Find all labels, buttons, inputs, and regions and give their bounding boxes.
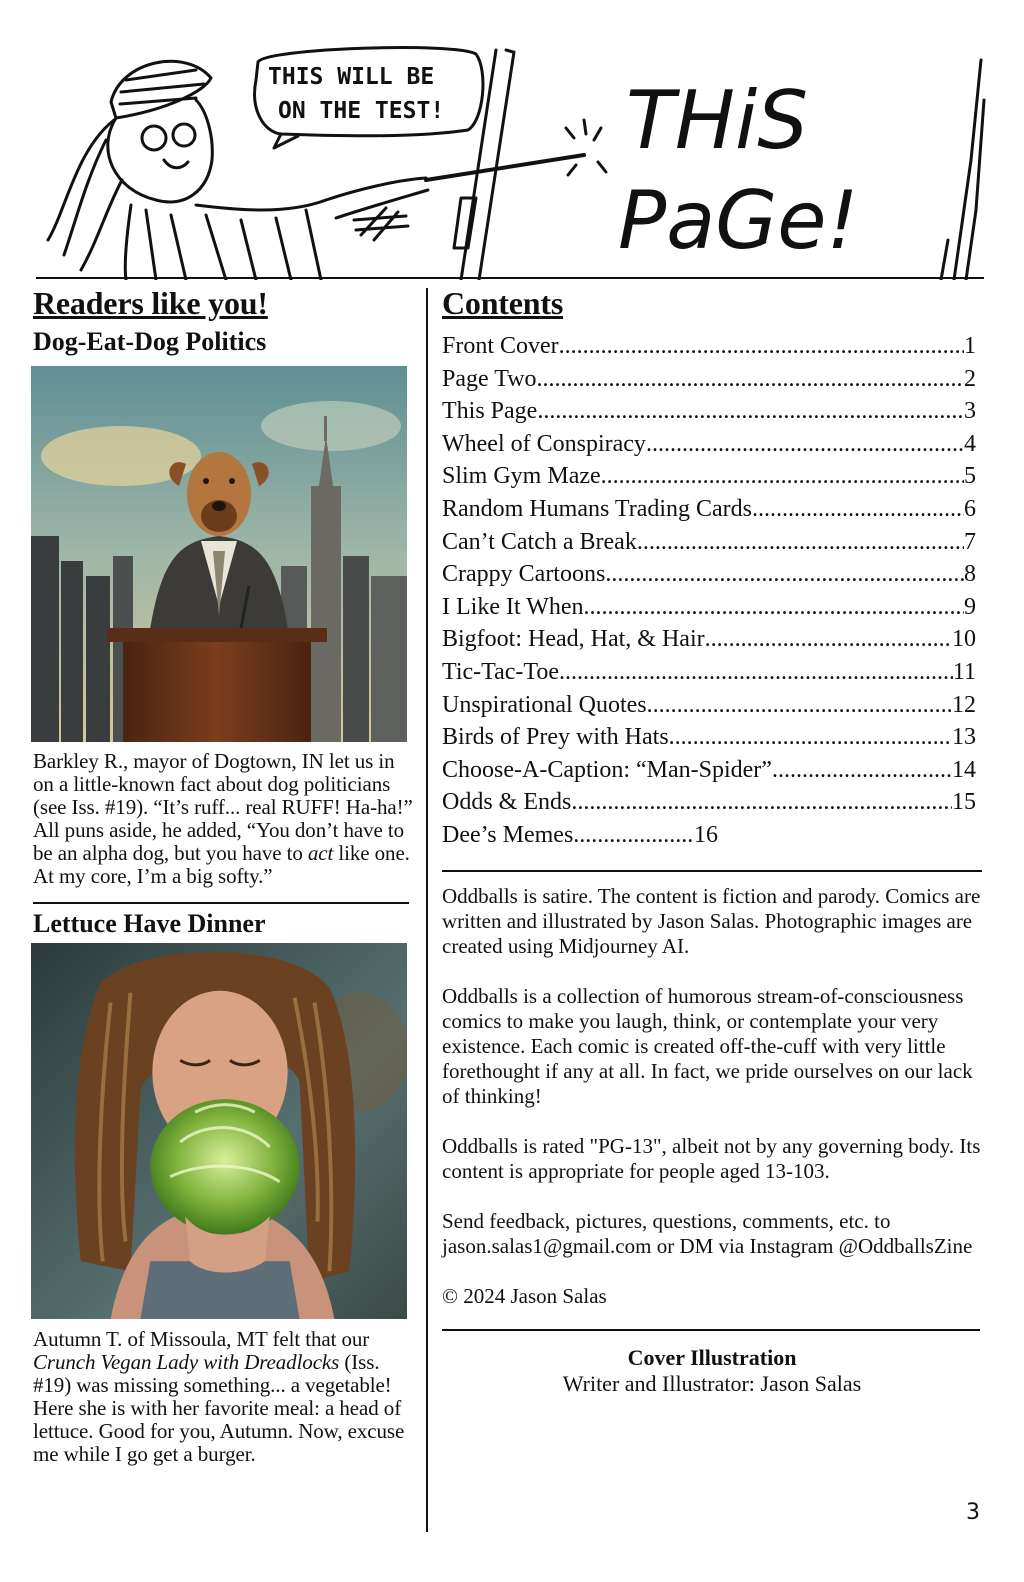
toc-leader xyxy=(605,558,964,591)
feedback-paragraph: Send feedback, pictures, questions, comments, etc. to jason.salas1@gmail.com or DM via Instagram @OddballsZine xyxy=(442,1208,973,1258)
toc-page: 3 xyxy=(964,398,976,425)
contents-heading: Contents xyxy=(442,285,564,321)
dog-politician-photo xyxy=(31,366,407,742)
info-block xyxy=(442,884,982,1309)
toc-title: Dee’s Memes xyxy=(442,821,574,848)
table-of-contents xyxy=(442,330,982,852)
toc-title: Choose-A-Caption: “Man-Spider” xyxy=(442,756,772,783)
toc-leader xyxy=(584,591,964,624)
about-paragraph: Oddballs is a collection of humorous stream-of-consciousness comics to make you laugh, think, or contemplate your very existence. Each comic is created off-the-cuff with very little forethought if any at all. In fact, we pride ourselves on our lack of thinking! xyxy=(442,983,973,1108)
page-number: 3 xyxy=(966,1500,980,1525)
speech-bubble-line-1: THIS WILL BE xyxy=(268,64,435,90)
toc-leader xyxy=(537,363,964,396)
toc-leader xyxy=(559,330,964,363)
header-cartoon xyxy=(36,40,986,280)
story-title-dog: Dog-Eat-Dog Politics xyxy=(33,327,267,356)
toc-page: 13 xyxy=(952,724,976,751)
story-caption-lettuce xyxy=(33,1328,417,1466)
toc-title: Birds of Prey with Hats xyxy=(442,724,669,751)
toc-page: 4 xyxy=(964,430,976,457)
toc-title: Bigfoot: Head, Hat, & Hair xyxy=(442,626,705,653)
toc-title: Odds & Ends xyxy=(442,789,572,816)
toc-page: 8 xyxy=(964,561,976,588)
toc-title: Crappy Cartoons xyxy=(442,561,606,588)
toc-item[interactable] xyxy=(442,395,976,428)
toc-item[interactable] xyxy=(442,558,976,591)
caption-lettuce-emphasis: Crunch Vegan Lady with Dreadlocks xyxy=(33,1350,340,1374)
header-divider xyxy=(36,277,984,279)
toc-page: 16 xyxy=(694,821,718,848)
caption-lettuce-part-1: Autumn T. of Missoula, MT felt that our xyxy=(33,1327,370,1351)
toc-title: Can’t Catch a Break xyxy=(442,528,637,555)
story-caption-dog xyxy=(33,750,417,888)
toc-item[interactable] xyxy=(442,819,718,852)
toc-leader xyxy=(573,819,694,852)
caption-dog-part-3: like one. At my core, I’m a big softy.” xyxy=(33,841,410,888)
speech-bubble-line-2: ON THE TEST! xyxy=(278,98,445,124)
toc-leader xyxy=(647,689,952,722)
toc-title: I Like It When xyxy=(442,593,584,620)
toc-item[interactable] xyxy=(442,493,976,526)
readers-heading: Readers like you! xyxy=(33,285,268,321)
toc-title: Tic-Tac-Toe xyxy=(442,658,560,685)
toc-page: 14 xyxy=(952,756,976,783)
toc-leader xyxy=(559,656,953,689)
banner-title-line-1: THiS xyxy=(626,74,809,167)
toc-page: 7 xyxy=(964,528,976,555)
toc-leader xyxy=(537,395,964,428)
toc-title: Front Cover xyxy=(442,333,559,359)
toc-title: Page Two xyxy=(442,365,537,392)
contents-divider xyxy=(442,870,982,872)
toc-item[interactable] xyxy=(442,363,976,396)
toc-leader xyxy=(646,428,964,461)
toc-leader xyxy=(637,526,964,559)
toc-title: Random Humans Trading Cards xyxy=(442,495,753,522)
toc-title: Wheel of Conspiracy xyxy=(442,430,646,457)
toc-title: Unspirational Quotes xyxy=(442,691,647,718)
caption-dog-part-1: Barkley R., mayor of Dogtown, IN let us in on a little-known fact about dog politicians (see Iss. #19). “It’s ruff... real RUFF! Ha-ha!” All puns aside, he added, “You don’t have to be an alpha dog, but you have to xyxy=(33,749,413,865)
toc-item[interactable] xyxy=(442,721,976,754)
toc-item[interactable] xyxy=(442,460,976,493)
toc-item[interactable] xyxy=(442,754,976,787)
toc-page: 15 xyxy=(952,789,976,816)
toc-page: 10 xyxy=(952,626,976,653)
toc-page: 9 xyxy=(964,593,976,620)
toc-page: 1 xyxy=(964,333,976,359)
readers-section xyxy=(33,284,417,1466)
toc-title: Slim Gym Maze xyxy=(442,463,601,490)
toc-item[interactable] xyxy=(442,428,976,461)
toc-item[interactable] xyxy=(442,689,976,722)
toc-item[interactable] xyxy=(442,786,976,819)
teacher-pointing-illustration xyxy=(36,40,986,280)
credits-line: Writer and Illustrator: Jason Salas xyxy=(562,1370,862,1396)
toc-item[interactable] xyxy=(442,330,976,363)
toc-item[interactable] xyxy=(442,656,976,689)
contents-section xyxy=(442,284,982,1397)
section-divider xyxy=(33,902,409,904)
toc-item[interactable] xyxy=(442,591,976,624)
disclaimer-paragraph: Oddballs is satire. The content is fiction and parody. Comics are written and illustrated by Jason Salas. Photographic images are created using Midjourney AI. xyxy=(442,883,981,958)
toc-page: 5 xyxy=(964,463,976,490)
toc-title: This Page xyxy=(442,398,538,425)
toc-leader xyxy=(669,721,952,754)
toc-page: 11 xyxy=(952,658,976,685)
toc-leader xyxy=(601,460,964,493)
banner-title-line-2: PaGe! xyxy=(618,174,859,267)
toc-item[interactable] xyxy=(442,526,976,559)
toc-leader xyxy=(571,786,952,819)
toc-leader xyxy=(752,493,964,526)
toc-page: 6 xyxy=(964,495,976,522)
toc-leader xyxy=(705,623,952,656)
cover-credits xyxy=(442,1345,982,1397)
credits-divider xyxy=(442,1329,980,1331)
rating-paragraph: Oddballs is rated "PG-13", albeit not by any governing body. Its content is appropriate for people aged 13-103. xyxy=(442,1133,981,1183)
caption-lettuce-part-3: (Iss. #19) was missing something... a vegetable! Here she is with her favorite meal: a head of lettuce. Good for you, Autumn. Now, excuse me while I go get a burger. xyxy=(33,1350,405,1466)
copyright-text: © 2024 Jason Salas xyxy=(442,1283,607,1308)
toc-leader xyxy=(772,754,952,787)
lettuce-woman-photo xyxy=(31,942,407,1320)
toc-item[interactable] xyxy=(442,623,976,656)
caption-dog-emphasis: act xyxy=(307,841,334,865)
column-divider xyxy=(426,288,428,1532)
story-title-lettuce: Lettuce Have Dinner xyxy=(33,909,266,938)
credits-title: Cover Illustration xyxy=(627,1344,797,1370)
toc-page: 2 xyxy=(964,365,976,392)
toc-page: 12 xyxy=(952,691,976,718)
